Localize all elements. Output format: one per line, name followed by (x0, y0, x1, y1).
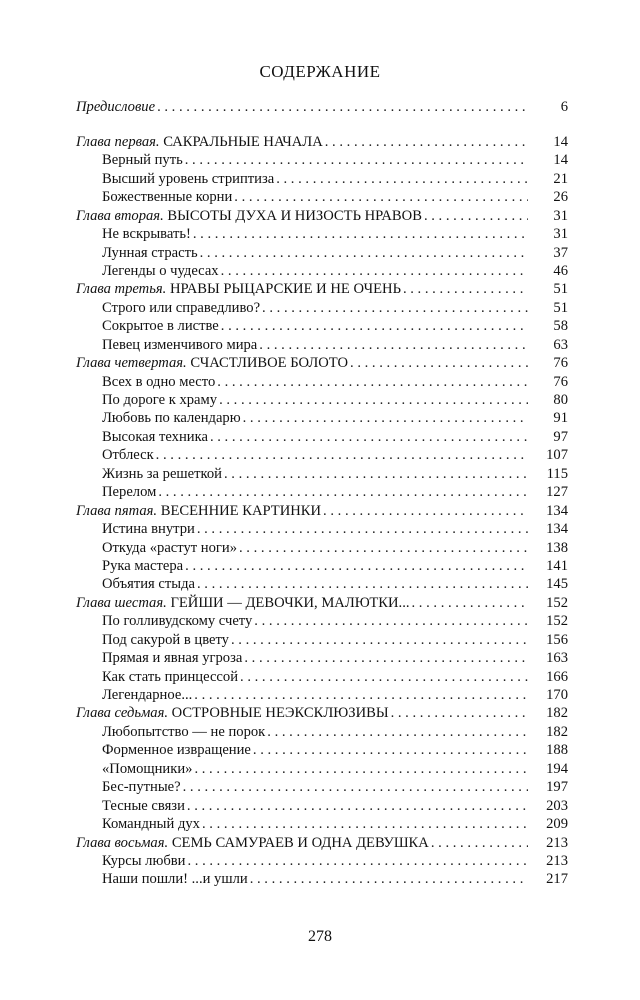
toc-section (76, 225, 568, 243)
toc-chapter-label (76, 704, 389, 722)
toc-chapter (76, 206, 568, 224)
toc-section-label: Курсы любви (102, 852, 186, 869)
toc-chapter-page: 51 (553, 281, 568, 298)
toc-chapter-page: 76 (553, 355, 568, 372)
toc-section (76, 483, 568, 501)
chapter-prefix: Глава пятая. (76, 502, 158, 519)
toc-section-page: 188 (546, 742, 568, 759)
dot-leader (253, 741, 528, 759)
toc-section-page: 21 (553, 170, 568, 187)
toc-section (76, 446, 568, 464)
toc-section-label: Жизнь за решеткой (102, 465, 222, 482)
toc-section-page: 163 (546, 650, 568, 667)
toc-section-page: 58 (553, 318, 568, 335)
toc-section-label: Легендарное... (102, 687, 193, 703)
toc-section-page: 46 (553, 262, 568, 279)
toc-section-page: 166 (546, 668, 568, 685)
toc-section-page: 145 (546, 576, 568, 593)
toc-section-page: 170 (546, 687, 568, 703)
toc-section (76, 538, 568, 556)
toc-section (76, 409, 568, 427)
dot-leader (239, 539, 528, 557)
toc-chapter (76, 833, 568, 851)
toc-section (76, 852, 568, 870)
dot-leader (158, 483, 528, 501)
toc-section (76, 520, 568, 538)
toc-section-label: Высокая техника (102, 428, 208, 445)
toc-section-page: 134 (546, 521, 568, 538)
toc-chapter (76, 132, 568, 150)
toc-section-page: 115 (546, 465, 568, 482)
toc-section-page: 203 (546, 797, 568, 814)
dot-leader (243, 409, 528, 427)
chapter-prefix: Глава первая. (76, 133, 160, 150)
dot-leader (183, 778, 528, 796)
dot-leader (219, 391, 528, 409)
chapter-prefix: Глава третья. (76, 281, 167, 298)
toc-section-page: 51 (553, 299, 568, 316)
toc-section (76, 391, 568, 409)
dot-leader (231, 631, 528, 649)
chapter-title: ВЫСОТЫ ДУХА И НИЗОСТЬ НРАВОВ (167, 207, 422, 224)
dot-leader (157, 98, 528, 116)
toc-section-page: 37 (553, 244, 568, 261)
toc-section-label: Тесные связи (102, 797, 185, 814)
toc-section (76, 575, 568, 593)
toc-section (76, 262, 568, 280)
dot-leader (194, 760, 528, 778)
toc-section-page: 31 (553, 226, 568, 243)
toc-section (76, 630, 568, 648)
toc-section (76, 335, 568, 353)
chapter-title: ВЕСЕННИЕ КАРТИНКИ (160, 502, 322, 519)
dot-leader (202, 815, 528, 833)
toc-chapter-page: 182 (546, 705, 568, 722)
dot-leader (254, 612, 528, 630)
toc-section-page: 76 (553, 373, 568, 390)
toc-section-label: Божественные корни (102, 189, 233, 206)
dot-leader (350, 354, 528, 372)
dot-leader (224, 465, 528, 483)
toc-section-label: Наши пошли! ...и ушли (102, 871, 248, 888)
toc-entry-page: 6 (560, 99, 568, 116)
toc-section (76, 649, 568, 667)
toc-chapter-label (76, 354, 348, 372)
toc-section-page: 217 (546, 871, 568, 888)
toc-section-page: 209 (546, 816, 568, 833)
toc-chapter (76, 704, 568, 722)
toc-section (76, 612, 568, 630)
dot-leader (244, 649, 528, 667)
toc-section (76, 464, 568, 482)
toc-chapter-label (76, 207, 422, 225)
chapter-title: СЕМЬ САМУРАЕВ И ОДНА ДЕВУШКА (171, 834, 429, 851)
dot-leader (276, 170, 528, 188)
toc-chapter (76, 280, 568, 298)
dot-leader (210, 428, 528, 446)
toc-entry-label: Предисловие (76, 99, 156, 116)
toc-section-label: Певец изменчивого мира (102, 336, 258, 353)
toc-section-label: Рука мастера (102, 557, 184, 574)
toc-chapter-page: 213 (546, 834, 568, 851)
toc-section (76, 722, 568, 740)
chapter-prefix: Глава шестая. (76, 594, 167, 611)
chapter-prefix: Глава восьмая. (76, 834, 169, 851)
toc-section-label: Прямая и явная угроза (102, 650, 243, 667)
dot-leader (193, 225, 528, 243)
toc-section-label: Под сакурой в цвету (102, 631, 229, 648)
chapter-prefix: Глава седьмая. (76, 705, 169, 722)
chapter-list (76, 132, 568, 888)
toc-chapter-page: 14 (553, 133, 568, 150)
chapter-prefix: Глава четвертая. (76, 355, 187, 372)
toc-section-page: 141 (546, 557, 568, 574)
toc-section-label: Форменное извращение (102, 742, 251, 759)
toc-section-page: 97 (553, 428, 568, 445)
toc-section-label: По голливудскому счету (102, 613, 253, 630)
toc-section (76, 188, 568, 206)
dot-leader (412, 594, 529, 612)
chapter-title: ГЕЙШИ — ДЕВОЧКИ, МАЛЮТКИ... (170, 594, 410, 611)
toc-section (76, 778, 568, 796)
toc-section-page: 80 (553, 392, 568, 408)
dot-leader (221, 262, 528, 280)
dot-leader (221, 317, 528, 335)
toc-section-label: Сокрытое в листве (102, 318, 219, 335)
toc-section-page: 107 (546, 447, 568, 464)
chapter-prefix: Глава вторая. (76, 207, 164, 224)
dot-leader (156, 446, 528, 464)
toc-section-page: 156 (546, 631, 568, 648)
toc-section-label: Строго или справедливо? (102, 299, 261, 316)
toc-section (76, 427, 568, 445)
toc-chapter-label (76, 280, 401, 298)
toc-section-label: Отблеск (102, 447, 154, 464)
toc-section-page: 14 (553, 152, 568, 169)
toc-section (76, 815, 568, 833)
toc-section (76, 372, 568, 390)
toc-section-label: Легенды о чудесах (102, 262, 219, 279)
toc-section-page: 138 (546, 539, 568, 556)
dot-leader (424, 207, 528, 225)
toc-section-page: 197 (546, 779, 568, 796)
dot-leader (250, 870, 528, 888)
dot-leader (197, 575, 528, 593)
toc-chapter-page: 134 (546, 502, 568, 519)
toc-section (76, 243, 568, 261)
dot-leader (185, 151, 528, 169)
toc-section (76, 151, 568, 169)
dot-leader (194, 686, 528, 704)
toc-section-label: «Помощники» (102, 760, 193, 777)
toc-section-page: 91 (553, 410, 568, 427)
toc-section-label: Объятия стыда (102, 576, 195, 593)
dot-leader (234, 188, 528, 206)
toc-section-label: Верный путь (102, 152, 183, 169)
dot-leader (187, 852, 528, 870)
dot-leader (323, 502, 528, 520)
toc-section (76, 796, 568, 814)
dot-leader (391, 704, 528, 722)
toc-section-page: 213 (546, 852, 568, 869)
toc-section-label: Высший уровень стриптиза (102, 170, 275, 187)
toc-section (76, 667, 568, 685)
toc-section-page: 182 (546, 723, 568, 740)
toc-section (76, 298, 568, 316)
dot-leader (267, 723, 528, 741)
dot-leader (187, 797, 528, 815)
dot-leader (431, 834, 528, 852)
toc-section-label: Не вскрывать! (102, 226, 191, 243)
toc-section-label: Истина внутри (102, 521, 195, 538)
toc-section (76, 741, 568, 759)
toc-section-page: 63 (553, 336, 568, 353)
toc-section-label: По дороге к храму (102, 392, 218, 408)
toc-chapter-label (76, 834, 429, 852)
dot-leader (197, 520, 528, 538)
toc-section-label: Как стать принцессой (102, 668, 239, 685)
dot-leader (403, 280, 528, 298)
toc-section-label: Любовь по календарю (102, 410, 241, 427)
toc-section-label: Всех в одно место (102, 373, 216, 390)
toc-chapter (76, 593, 568, 611)
toc-section (76, 686, 568, 704)
dot-leader (325, 133, 528, 151)
toc-section-label: Перелом (102, 484, 157, 501)
toc-chapter-page: 31 (553, 207, 568, 224)
chapter-title: ОСТРОВНЫЕ НЕЭКСКЛЮЗИВЫ (171, 705, 389, 722)
dot-leader (262, 299, 528, 317)
toc-section-label: Любопытство — не порок (102, 723, 266, 740)
dot-leader (259, 336, 528, 354)
chapter-title: НРАВЫ РЫЦАРСКИЕ И НЕ ОЧЕНЬ (169, 281, 401, 298)
toc-chapter-page: 152 (546, 594, 568, 611)
dot-leader (240, 668, 528, 686)
toc-section (76, 759, 568, 777)
toc-section-label: Откуда «растут ноги» (102, 539, 237, 556)
page-title: СОДЕРЖАНИЕ (259, 62, 381, 81)
table-of-contents (76, 98, 568, 888)
page-number: 278 (308, 928, 332, 945)
toc-chapter-label (76, 502, 321, 520)
toc-section-page: 194 (546, 760, 568, 777)
chapter-title: СЧАСТЛИВОЕ БОЛОТО (190, 355, 349, 372)
dot-leader (200, 244, 528, 262)
toc-section (76, 169, 568, 187)
toc-chapter-label (76, 133, 323, 151)
toc-section-page: 152 (546, 613, 568, 630)
toc-entry-preface (76, 98, 568, 116)
toc-section (76, 870, 568, 888)
dot-leader (185, 557, 528, 575)
toc-chapter (76, 501, 568, 519)
toc-section-label: Лунная страсть (102, 244, 198, 261)
toc-section-page: 127 (546, 484, 568, 501)
toc-section-page: 26 (553, 189, 568, 206)
toc-section (76, 317, 568, 335)
toc-section (76, 557, 568, 575)
dot-leader (217, 373, 528, 391)
toc-section-label: Бес-путные? (102, 779, 181, 796)
toc-chapter-label (76, 594, 410, 612)
chapter-title: САКРАЛЬНЫЕ НАЧАЛА (163, 133, 323, 150)
toc-chapter (76, 354, 568, 372)
toc-section-label: Командный дух (102, 816, 200, 833)
